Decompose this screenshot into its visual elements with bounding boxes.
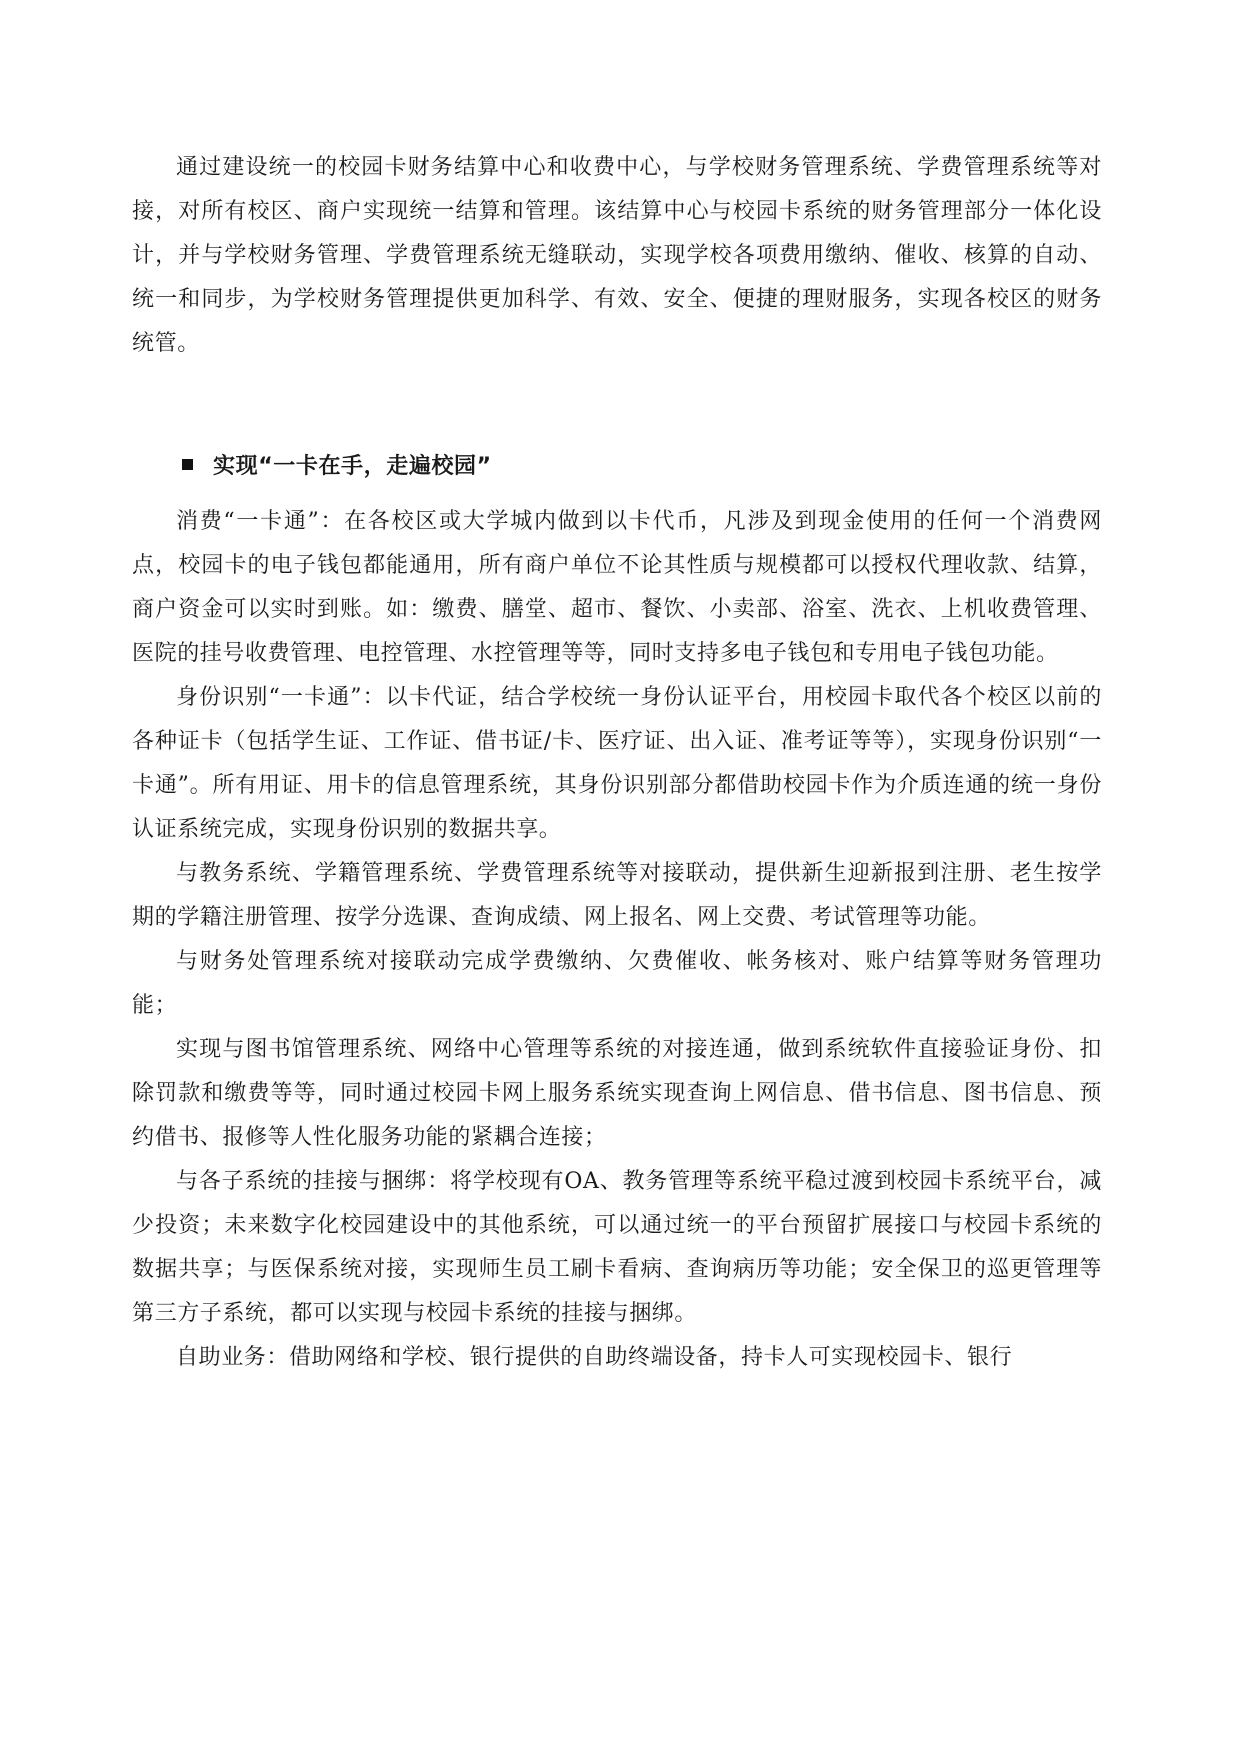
paragraph-subsystems: 与各子系统的挂接与捆绑：将学校现有OA、教务管理等系统平稳过渡到校园卡系统平台，减少投资；未来数字化校园建设中的其他系统，可以通过统一的平台预留扩展接口与校园卡系统的数据共享；与医保系统对接，实现师生员工刷卡看病、查询病历等功能；安全保卫的巡更管理等第三方子系统，都可以实现与校园卡系统的挂接与捆绑。 — [132, 1169, 1102, 1326]
paragraph-identity: 身份识别“一卡通”：以卡代证，结合学校统一身份认证平台，用校园卡取代各个校区以前的各种证卡（包括学生证、工作证、借书证/卡、医疗证、出入证、准考证等等），实现身份识别“一卡通”。所有用证、用卡的信息管理系统，其身份识别部分都借助校园卡作为介质连通的统一身份认证系统完成，实现身份识别的数据共享。 — [132, 685, 1102, 842]
paragraph-finance: 与财务处管理系统对接联动完成学费缴纳、欠费催收、帐务核对、账户结算等财务管理功能； — [132, 949, 1102, 1018]
paragraph-self-service: 自助业务：借助网络和学校、银行提供的自助终端设备，持卡人可实现校园卡、银行 — [176, 1345, 1013, 1370]
paragraph-consumption: 消费“一卡通”：在各校区或大学城内做到以卡代币，凡涉及到现金使用的任何一个消费网点，校园卡的电子钱包都能通用，所有商户单位不论其性质与规模都可以授权代理收款、结算，商户资金可以实时到账。如：缴费、膳堂、超市、餐饮、小卖部、浴室、洗衣、上机收费管理、医院的挂号收费管理、电控管理、水控管理等等，同时支持多电子钱包和专用电子钱包功能。 — [132, 509, 1102, 666]
section-heading — [132, 442, 1102, 486]
intro-paragraph: 通过建设统一的校园卡财务结算中心和收费中心，与学校财务管理系统、学费管理系统等对接，对所有校区、商户实现统一结算和管理。该结算中心与校园卡系统的财务管理部分一体化设计，并与学校财务管理、学费管理系统无缝联动，实现学校各项费用缴纳、催收、核算的自动、统一和同步，为学校财务管理提供更加科学、有效、安全、便捷的理财服务，实现各校区的财务统管。 — [132, 155, 1102, 356]
document-body — [132, 146, 1102, 1380]
paragraph-academic-affairs: 与教务系统、学籍管理系统、学费管理系统等对接联动，提供新生迎新报到注册、老生按学期的学籍注册管理、按学分选课、查询成绩、网上报名、网上交费、考试管理等功能。 — [132, 861, 1102, 930]
paragraph-library-network: 实现与图书馆管理系统、网络中心管理等系统的对接连通，做到系统软件直接验证身份、扣除罚款和缴费等等，同时通过校园卡网上服务系统实现查询上网信息、借书信息、图书信息、预约借书、报修等人性化服务功能的紧耦合连接； — [132, 1037, 1102, 1150]
section-spacer — [132, 366, 1102, 442]
square-bullet-icon — [182, 459, 193, 470]
section-heading-text: 实现“一卡在手，走遍校园” — [213, 453, 492, 479]
